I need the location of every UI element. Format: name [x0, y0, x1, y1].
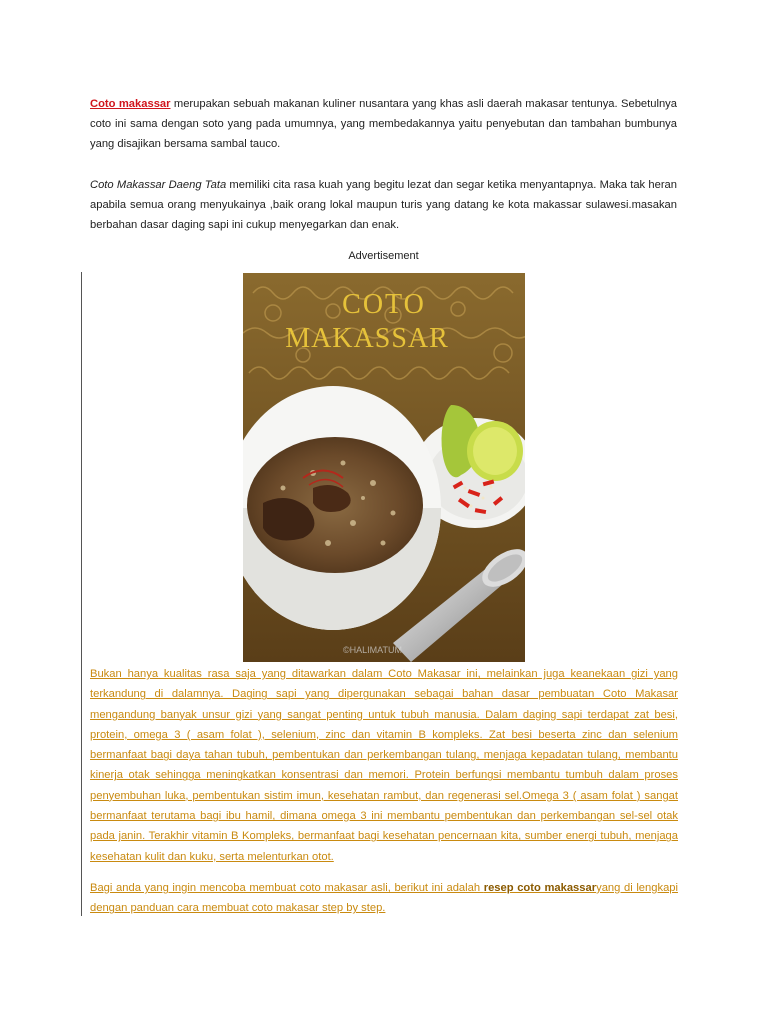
left-border-line: [81, 272, 82, 916]
intro-paragraph: [90, 94, 677, 154]
resep-coto-makassar-link[interactable]: resep coto makassar: [483, 882, 597, 894]
restaurant-name: Coto Makassar Daeng Tata: [90, 179, 227, 191]
coto-makassar-link[interactable]: Coto makassar: [90, 98, 171, 110]
photo-title-line1: COTO: [342, 289, 426, 320]
advertisement-label: Advertisement: [348, 250, 419, 262]
coto-makassar-photo[interactable]: [243, 273, 525, 662]
photo-watermark: ©HALIMATUM: [343, 645, 402, 655]
recipe-paragraph[interactable]: [90, 878, 678, 919]
intro-text: merupakan sebuah makanan kuliner nusantara yang khas asli daerah makasar tentunya. Sebetulnya coto ini sama dengan soto yang pada umumnya, yang membedakannya yaitu penyebutan dan tambahan bumbunya yang disajikan bersama sambal tauco.: [90, 98, 677, 150]
nutrition-paragraph[interactable]: Bukan hanya kualitas rasa saja yang ditawarkan dalam Coto Makasar ini, melainkan juga keanekaan gizi yang terkandung di dalamnya. Daging sapi yang dipergunakan sebagai bahan dasar pembuatan Coto Makasar mengandung banyak unsur gizi yang sangat penting untuk tubuh manusia. Dalam daging sapi terdapat zat besi, protein, omega 3 ( asam folat ), selenium, zinc dan vitamin B kompleks. Zat besi beserta zinc dan selenium bermanfaat bagi daya tahan tubuh, pembentukan dan perkembangan tulang, menjaga kepadatan tulang, membantu kinerja otak sehingga meningkatkan konsentrasi dan memori. Protein berfungsi membantu tumbuh dalam proses penyembuhan luka, pembentukan sistim imun, kesehatan rambut, dan regenerasi sel.Omega 3 ( asam folat ) sangat bermanfaat terutama bagi ibu hamil, dimana omega 3 ini membantu pembentukan dan perkembangan sel-sel otak pada janin. Terakhir vitamin B Kompleks, bermanfaat bagi kesehatan pencernaan kita, sumber energi tubuh, menjaga kesehatan kulit dan kuku, serta melenturkan otot.: [90, 668, 678, 863]
recipe-text-before: Bagi anda yang ingin mencoba membuat coto makasar asli, berikut ini adalah: [90, 882, 484, 894]
description-paragraph: [90, 175, 677, 235]
photo-title-line2: MAKASSAR: [285, 323, 449, 354]
description-text: memiliki cita rasa kuah yang begitu lezat dan segar ketika menyantapnya. Maka tak heran apabila semua orang menyukainya ,baik orang lokal maupun turis yang datang ke kota makassar sulawesi.masakan berbahan dasar daging sapi ini cukup menyegarkan dan enak.: [90, 179, 677, 231]
recipe-text-after: yang di lengkapi dengan panduan cara membuat coto makasar step by step.: [90, 882, 678, 915]
